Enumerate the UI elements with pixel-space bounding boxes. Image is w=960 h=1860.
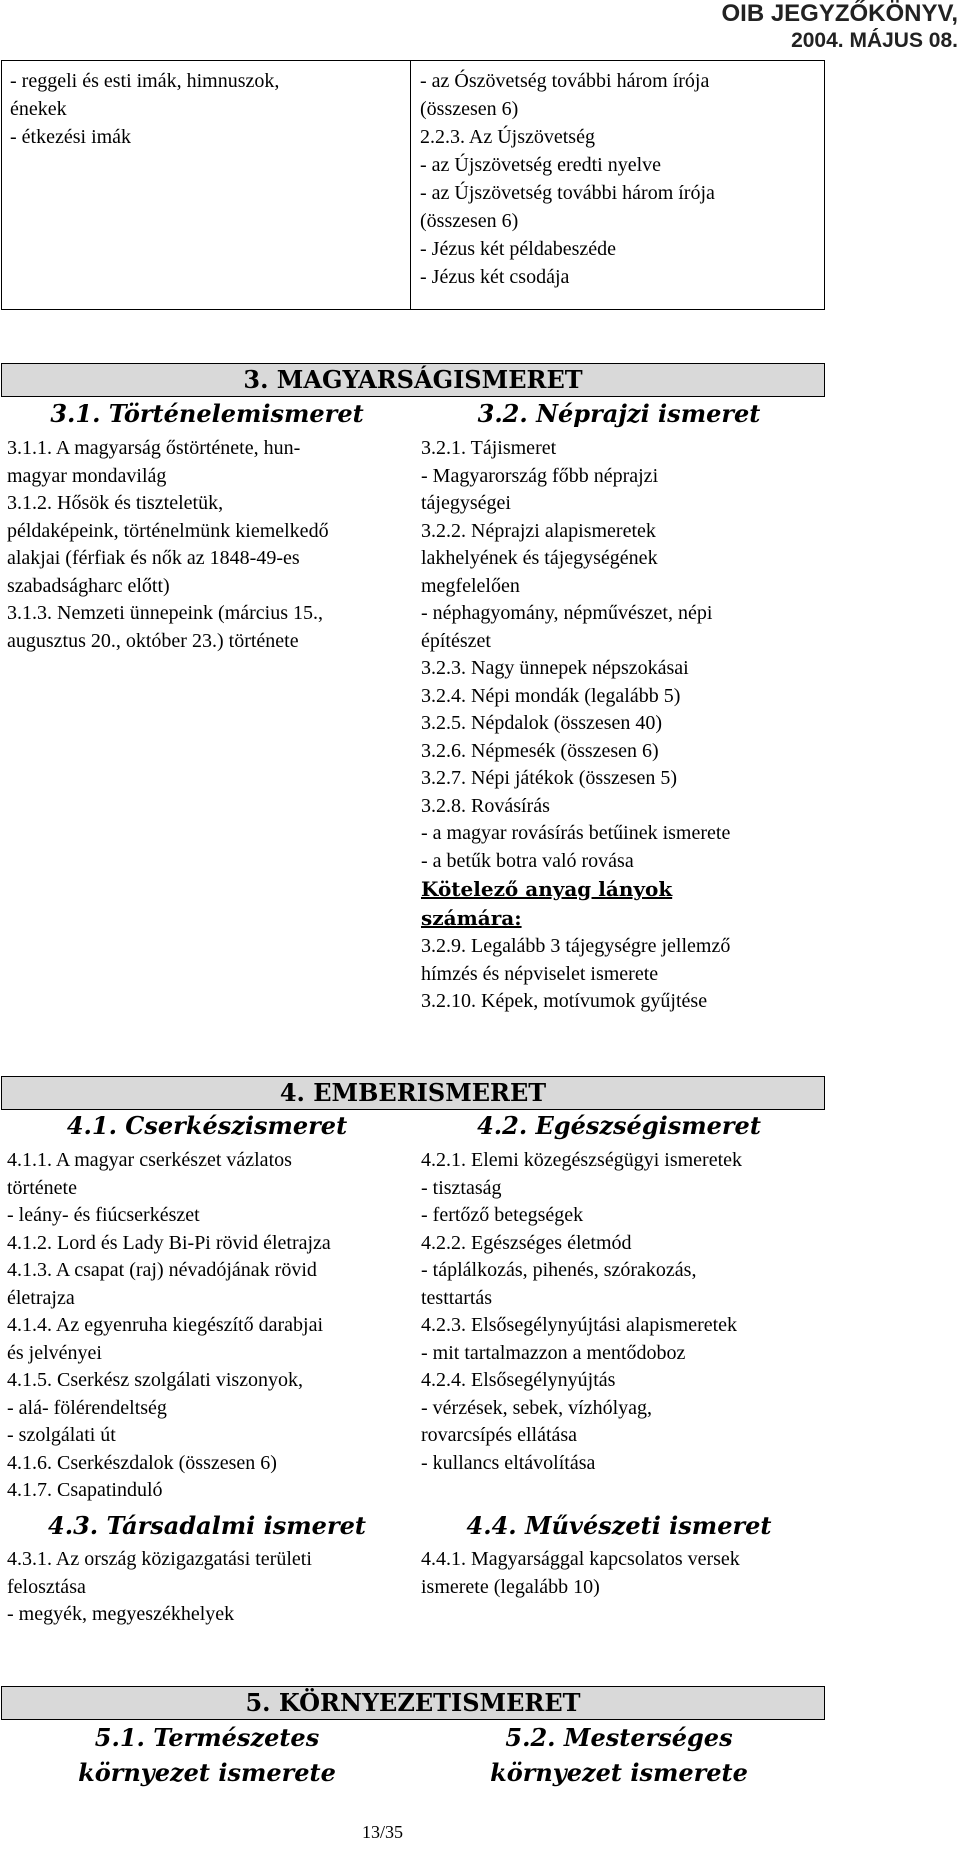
subsection-5-1-title	[1, 1720, 413, 1790]
text-line: felosztása	[7, 1575, 86, 1598]
text-line: 4.3.1. Az ország közigazgatási területi	[7, 1548, 312, 1570]
text-line: építészet	[421, 629, 491, 652]
girls-emphasis-heading-cont: számára:	[421, 906, 522, 930]
text-line: tájegységei	[421, 492, 511, 514]
column-divider	[410, 61, 411, 309]
text-line: - étkezési imák	[10, 126, 132, 148]
top-right-cell	[414, 61, 824, 297]
section-4-3-column	[7, 1546, 411, 1629]
text-line: 3.2.4. Népi mondák (legalább 5)	[421, 684, 681, 707]
text-line: - reggeli és esti imák, himnuszok,	[10, 70, 280, 92]
text-line: életrajza	[7, 1286, 75, 1309]
text-line: 4.1.6. Cserkészdalok (összesen 6)	[7, 1451, 277, 1474]
text-line: - táplálkozás, pihenés, szórakozás,	[421, 1259, 697, 1281]
text-line: - az Újszövetség további három írója	[420, 182, 715, 204]
subsection-5-2-line: 5.2. Mesterséges	[505, 1723, 733, 1752]
text-line: 3.2.7. Népi játékok (összesen 5)	[421, 767, 678, 789]
text-line: - tisztaság	[421, 1176, 502, 1199]
text-line: 4.1.3. A csapat (raj) névadójának rövid	[7, 1259, 317, 1281]
text-line: - az Újszövetség eredti nyelve	[420, 154, 662, 176]
subsection-5-1-line: környezet ismerete	[78, 1758, 336, 1787]
text-line: 3.2.5. Népdalok (összesen 40)	[421, 712, 663, 734]
subsection-5-2-line: környezet ismerete	[490, 1758, 748, 1787]
text-line: - fertőző betegségek	[421, 1204, 584, 1226]
girls-emphasis-heading: Kötelező anyag lányok	[421, 877, 673, 901]
text-line: története	[7, 1176, 77, 1199]
text-line: (összesen 6)	[420, 98, 519, 120]
text-line: 3.2.9. Legalább 3 tájegységre jellemző	[421, 935, 731, 957]
text-line: rovarcsípés ellátása	[421, 1424, 578, 1446]
text-line: magyar mondavilág	[7, 464, 167, 487]
text-line: - szolgálati út	[7, 1424, 116, 1446]
continuation-box	[1, 60, 825, 310]
header-date: 2004. MÁJUS 08.	[791, 29, 958, 52]
text-line: - vérzések, sebek, vízhólyag,	[421, 1396, 653, 1419]
text-line: - Jézus két csodája	[420, 266, 570, 288]
text-line: 3.2.3. Nagy ünnepek népszokásai	[421, 657, 689, 679]
top-left-cell	[4, 61, 408, 157]
text-line: szabadságharc előtt)	[7, 574, 170, 597]
text-line: énekek	[10, 98, 67, 120]
subsection-5-2-title	[413, 1720, 825, 1790]
text-line: - kullancs eltávolítása	[421, 1451, 596, 1474]
text-line: példaképeink, történelmünk kiemelkedő	[7, 519, 329, 542]
text-line: 4.4.1. Magyarsággal kapcsolatos versek	[421, 1548, 740, 1570]
header-title: OIB JEGYZŐKÖNYV,	[721, 0, 958, 27]
text-line: 4.2.2. Egészséges életmód	[421, 1231, 632, 1254]
text-line: megfelelően	[421, 574, 520, 597]
subsection-3-1-title: 3.1. Történelemismeret	[50, 399, 364, 428]
text-line: hímzés és népviselet ismerete	[421, 962, 659, 985]
text-line: 3.2.1. Tájismeret	[421, 437, 557, 459]
text-line: - a magyar rovásírás betűinek ismerete	[421, 822, 731, 844]
subsection-4-4-title: 4.4. Művészeti ismeret	[466, 1511, 772, 1540]
text-line: 3.1.2. Hősök és tiszteletük,	[7, 492, 224, 514]
text-line: - az Ószövetség további három írója	[420, 70, 710, 92]
text-line: 3.1.1. A magyarság őstörténete, hun-	[7, 437, 301, 459]
section-4-4-column	[421, 1546, 825, 1601]
text-line: 3.2.8. Rovásírás	[421, 794, 550, 817]
text-line: 3.2.6. Népmesék (összesen 6)	[421, 739, 659, 762]
text-line: lakhelyének és tájegységének	[421, 547, 658, 569]
text-line: - leány- és fiúcserkészet	[7, 1204, 200, 1226]
section-5-title: 5. KÖRNYEZETISMERET	[1, 1686, 825, 1720]
text-line: 4.1.2. Lord és Lady Bi-Pi rövid életrajza	[7, 1231, 331, 1254]
text-line: 4.2.4. Elsősegélynyújtás	[421, 1369, 616, 1391]
text-line: - megyék, megyeszékhelyek	[7, 1603, 235, 1625]
section-3-left-column	[7, 435, 407, 655]
page-number: 13/35	[362, 1822, 404, 1842]
section-4-right-column	[421, 1147, 825, 1477]
subsection-4-2-title: 4.2. Egészségismeret	[477, 1111, 761, 1140]
text-line: 4.1.1. A magyar cserkészet vázlatos	[7, 1149, 292, 1171]
subsection-4-3-title: 4.3. Társadalmi ismeret	[48, 1511, 366, 1540]
text-line: 4.2.3. Elsősegélynyújtási alapismeretek	[421, 1314, 738, 1336]
text-line: - mit tartalmazzon a mentődoboz	[421, 1341, 686, 1364]
text-line: - Magyarország főbb néprajzi	[421, 464, 659, 487]
section-3-right-column	[421, 435, 825, 1016]
text-line: - néphagyomány, népművészet, népi	[421, 602, 713, 624]
text-line: 4.1.7. Csapatinduló	[7, 1479, 163, 1501]
text-line: testtartás	[421, 1286, 493, 1309]
text-line: (összesen 6)	[420, 210, 519, 232]
text-line: augusztus 20., október 23.) története	[7, 629, 299, 652]
text-line: - Jézus két példabeszéde	[420, 238, 617, 260]
text-line: ismerete (legalább 10)	[421, 1575, 600, 1598]
text-line: 4.1.4. Az egyenruha kiegészítő darabjai	[7, 1314, 323, 1336]
section-3-title: 3. MAGYARSÁGISMERET	[1, 363, 825, 397]
text-line: 4.1.5. Cserkész szolgálati viszonyok,	[7, 1369, 304, 1391]
text-line: alakjai (férfiak és nők az 1848-49-es	[7, 547, 300, 569]
text-line: 3.2.10. Képek, motívumok gyűjtése	[421, 990, 708, 1012]
subsection-5-1-line: 5.1. Természetes	[94, 1723, 320, 1752]
text-line: 2.2.3. Az Újszövetség	[420, 126, 595, 148]
text-line: 3.1.3. Nemzeti ünnepeink (március 15.,	[7, 602, 324, 624]
text-line: - a betűk botra való rovása	[421, 849, 634, 872]
text-line: 4.2.1. Elemi közegészségügyi ismeretek	[421, 1149, 743, 1171]
text-line: 3.2.2. Néprajzi alapismeretek	[421, 519, 656, 542]
document-header	[721, 0, 958, 54]
subsection-4-1-title: 4.1. Cserkészismeret	[66, 1111, 348, 1140]
section-4-left-column	[7, 1147, 411, 1505]
text-line: és jelvényei	[7, 1341, 102, 1364]
text-line: - alá- fölérendeltség	[7, 1396, 167, 1419]
subsection-3-2-title: 3.2. Néprajzi ismeret	[477, 399, 761, 428]
section-4-title: 4. EMBERISMERET	[1, 1076, 825, 1110]
